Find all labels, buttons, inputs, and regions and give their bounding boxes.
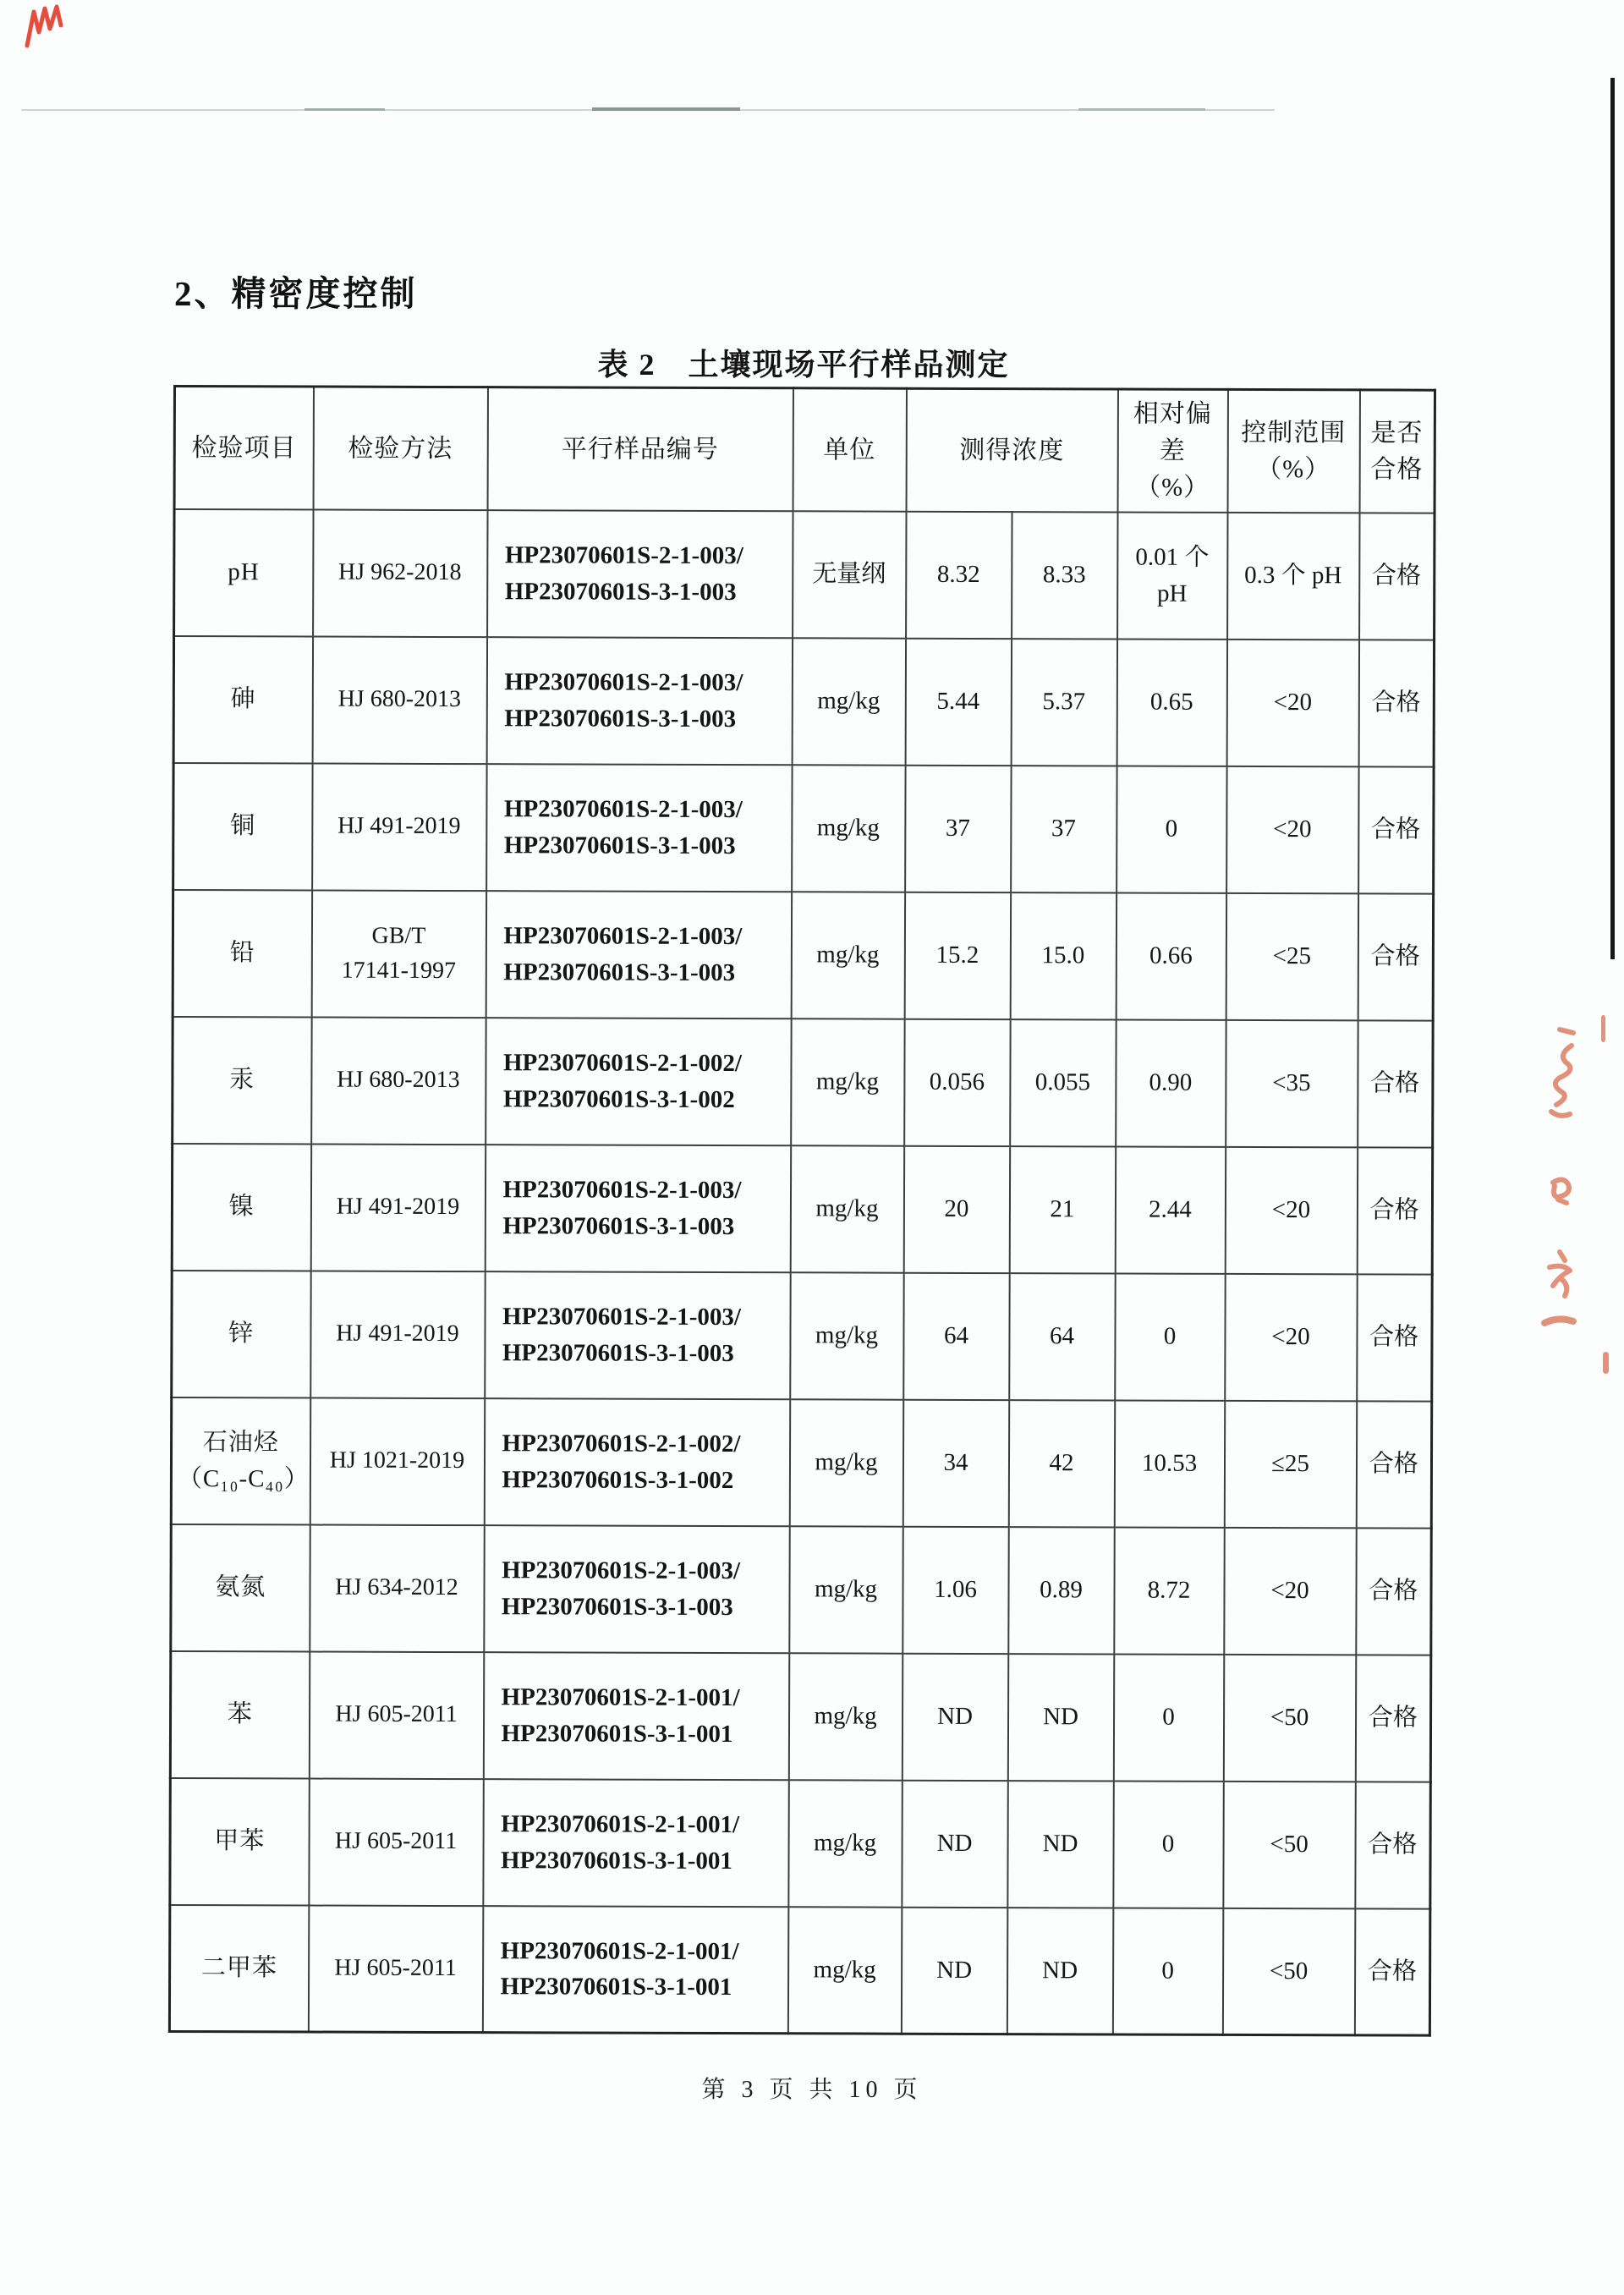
cell-test-item: 铅	[173, 890, 311, 1018]
cell-test-item: 砷	[173, 636, 312, 764]
header-test-method: 检验方法	[313, 387, 487, 510]
cell-sample-id: HP23070601S-2-1-003/ HP23070601S-3-1-003	[486, 637, 792, 765]
stamp-fragment	[1603, 1352, 1609, 1374]
cell-test-item: 二甲苯	[169, 1904, 308, 2032]
table-row	[171, 1397, 1431, 1528]
table-title: 表 2 土壤现场平行样品测定	[597, 348, 1010, 382]
scan-edge-line-segment	[1078, 108, 1205, 111]
cell-sample-id: HP23070601S-2-1-001/ HP23070601S-3-1-001	[482, 1906, 787, 2034]
cell-measured-1: 37	[905, 765, 1011, 892]
cell-measured-1: 0.056	[904, 1018, 1010, 1145]
cell-control-range: <50	[1223, 1781, 1355, 1908]
cell-sample-id: HP23070601S-2-1-003/ HP23070601S-3-1-003	[486, 764, 792, 892]
cell-unit: 无量纲	[793, 511, 906, 638]
cell-measured-1: ND	[902, 1653, 1007, 1780]
cell-qualified: 合格	[1356, 1528, 1431, 1655]
cell-measured-2: 42	[1008, 1400, 1114, 1527]
cell-measured-2: 64	[1009, 1273, 1115, 1400]
scan-edge-line-segment	[592, 107, 740, 111]
cell-unit: mg/kg	[791, 892, 904, 1018]
table-row	[170, 1650, 1430, 1782]
cell-sample-id: HP23070601S-2-1-003/ HP23070601S-3-1-003	[486, 891, 791, 1018]
cell-relative-deviation: 0	[1112, 1908, 1222, 2034]
table-row	[173, 890, 1433, 1021]
cell-control-range: 0.3 个 pH	[1227, 512, 1359, 639]
cell-qualified: 合格	[1355, 1782, 1430, 1908]
cell-test-method: HJ 1021-2019	[310, 1397, 484, 1525]
cell-test-item: 石油烃 （C₁₀-C₄₀）	[171, 1397, 310, 1524]
cell-measured-1: 34	[903, 1399, 1008, 1526]
cell-unit: mg/kg	[791, 1018, 904, 1145]
cell-control-range: <25	[1226, 892, 1358, 1019]
cell-measured-2: 0.89	[1008, 1527, 1114, 1654]
cell-test-item: pH	[174, 509, 313, 637]
cell-unit: mg/kg	[788, 1780, 902, 1907]
cell-measured-1: 15.2	[904, 892, 1010, 1018]
stamp-stroke	[1560, 1029, 1573, 1033]
cell-qualified: 合格	[1358, 893, 1433, 1020]
cell-sample-id: HP23070601S-2-1-001/ HP23070601S-3-1-001	[483, 1779, 788, 1907]
cell-measured-1: ND	[902, 1780, 1007, 1907]
table-row	[173, 763, 1434, 894]
cell-qualified: 合格	[1358, 1020, 1433, 1147]
stamp-stroke	[1544, 1319, 1573, 1323]
cell-test-method: HJ 605-2011	[309, 1778, 483, 1906]
cell-measured-1: 1.06	[903, 1526, 1008, 1653]
cell-test-method: HJ 491-2019	[312, 763, 486, 891]
header-control-range: 控制范围 （%）	[1227, 389, 1359, 512]
table-row	[170, 1777, 1430, 1908]
cell-control-range: <20	[1225, 1146, 1357, 1273]
cell-unit: mg/kg	[788, 1653, 902, 1780]
table-header	[174, 387, 1435, 513]
table-row	[171, 1524, 1431, 1655]
cell-test-item: 甲苯	[170, 1777, 309, 1905]
cell-test-item: 苯	[170, 1650, 309, 1778]
cell-test-method: HJ 962-2018	[313, 509, 487, 637]
cell-test-item: 镍	[172, 1144, 310, 1271]
header-test-item: 检验项目	[174, 387, 313, 510]
cell-test-method: HJ 680-2013	[311, 1017, 486, 1145]
cell-control-range: <35	[1226, 1019, 1358, 1146]
header-sample-id: 平行样品编号	[487, 387, 793, 511]
stamp-stroke	[1550, 1252, 1570, 1296]
table-body	[169, 509, 1435, 2036]
cell-unit: mg/kg	[787, 1907, 901, 2034]
cell-test-item: 氨氮	[171, 1524, 310, 1651]
cell-measured-1: 8.32	[906, 511, 1012, 638]
cell-test-method: GB/T 17141-1997	[311, 890, 486, 1018]
cell-measured-2: ND	[1007, 1908, 1112, 2034]
parallel-samples-table-wrap	[168, 385, 1434, 2037]
cell-control-range: <20	[1225, 1273, 1357, 1400]
scan-edge-line-segment	[304, 108, 385, 111]
header-qualified: 是否 合格	[1359, 390, 1435, 513]
red-pen-mark-stroke	[27, 7, 61, 46]
cell-qualified: 合格	[1359, 513, 1435, 640]
cell-relative-deviation: 0.90	[1116, 1019, 1226, 1146]
stamp-stroke	[1553, 1179, 1569, 1203]
cell-qualified: 合格	[1355, 1655, 1430, 1782]
cell-measured-1: 5.44	[905, 638, 1011, 765]
cell-relative-deviation: 0	[1113, 1781, 1223, 1908]
cell-unit: mg/kg	[790, 1145, 903, 1272]
cell-relative-deviation: 10.53	[1114, 1400, 1224, 1527]
cell-measured-2: ND	[1007, 1654, 1113, 1781]
cell-sample-id: HP23070601S-2-1-001/ HP23070601S-3-1-001	[483, 1652, 788, 1780]
page-number-footer: 第 3 页 共 10 页	[701, 2077, 923, 2103]
cell-sample-id: HP23070601S-2-1-002/ HP23070601S-3-1-002	[484, 1398, 789, 1526]
cell-qualified: 合格	[1357, 1147, 1432, 1274]
cell-test-item: 铜	[173, 763, 312, 891]
table-row	[172, 1270, 1432, 1401]
cell-measured-1: ND	[901, 1907, 1007, 2034]
header-unit: 单位	[793, 388, 906, 511]
cell-sample-id: HP23070601S-2-1-003/ HP23070601S-3-1-003	[485, 1145, 790, 1272]
table-row	[174, 509, 1435, 640]
cell-qualified: 合格	[1354, 1908, 1429, 2035]
header-measured-concentration: 测得浓度	[906, 388, 1117, 512]
cell-control-range: <20	[1224, 1527, 1356, 1654]
cell-control-range: <20	[1226, 766, 1358, 892]
stamp-fragment	[1601, 1015, 1605, 1042]
cell-relative-deviation: 0.66	[1116, 892, 1226, 1019]
stamp-fragment	[1546, 1174, 1573, 1206]
cell-test-item: 汞	[173, 1017, 311, 1145]
cell-unit: mg/kg	[792, 765, 905, 892]
stamp-fragment	[1541, 1314, 1577, 1327]
cell-relative-deviation: 2.44	[1115, 1146, 1225, 1273]
cell-sample-id: HP23070601S-2-1-003/ HP23070601S-3-1-003	[485, 1271, 790, 1399]
cell-sample-id: HP23070601S-2-1-002/ HP23070601S-3-1-002	[486, 1018, 791, 1145]
table-row	[173, 1017, 1433, 1148]
cell-sample-id: HP23070601S-2-1-003/ HP23070601S-3-1-003	[484, 1525, 789, 1653]
cell-relative-deviation: 0	[1113, 1654, 1223, 1781]
cell-test-method: HJ 634-2012	[310, 1524, 484, 1652]
red-pen-mark	[22, 3, 73, 50]
cell-measured-2: ND	[1007, 1781, 1113, 1908]
cell-unit: mg/kg	[789, 1399, 903, 1526]
cell-unit: mg/kg	[789, 1526, 903, 1653]
parallel-samples-table	[168, 385, 1436, 2037]
stamp-stroke	[1551, 1112, 1570, 1116]
cell-test-method: HJ 680-2013	[312, 636, 486, 764]
cell-measured-1: 64	[903, 1272, 1009, 1399]
cell-test-item: 锌	[172, 1270, 310, 1397]
cell-qualified: 合格	[1357, 1274, 1432, 1401]
scan-right-edge-line	[1610, 78, 1615, 959]
stamp-stroke	[1555, 1046, 1572, 1105]
cell-unit: mg/kg	[792, 638, 905, 765]
cell-relative-deviation: 0.65	[1116, 639, 1226, 766]
table-header-row	[174, 387, 1435, 513]
cell-measured-2: 5.37	[1011, 639, 1116, 766]
cell-qualified: 合格	[1358, 766, 1434, 893]
stamp-fragment	[1543, 1249, 1573, 1301]
cell-test-method: HJ 491-2019	[310, 1144, 485, 1271]
header-relative-deviation: 相对偏差 （%）	[1117, 389, 1227, 512]
cell-test-method: HJ 605-2011	[308, 1905, 482, 2033]
table-row	[173, 636, 1434, 767]
cell-measured-2: 37	[1011, 766, 1116, 892]
cell-qualified: 合格	[1358, 640, 1434, 766]
cell-sample-id: HP23070601S-2-1-003/ HP23070601S-3-1-003	[487, 510, 793, 638]
cell-measured-1: 20	[903, 1145, 1009, 1272]
cell-measured-2: 0.055	[1010, 1019, 1116, 1146]
cell-unit: mg/kg	[790, 1272, 903, 1399]
cell-qualified: 合格	[1356, 1401, 1431, 1528]
cell-control-range: ≤25	[1224, 1400, 1356, 1527]
cell-relative-deviation: 8.72	[1114, 1527, 1224, 1654]
cell-control-range: <20	[1226, 639, 1358, 766]
cell-measured-2: 8.33	[1012, 512, 1117, 639]
cell-control-range: <50	[1223, 1654, 1355, 1781]
stamp-fragment	[1543, 1025, 1580, 1123]
cell-relative-deviation: 0	[1116, 766, 1226, 892]
cell-test-method: HJ 491-2019	[310, 1271, 485, 1398]
cell-test-method: HJ 605-2011	[309, 1651, 483, 1779]
cell-measured-2: 21	[1009, 1146, 1115, 1273]
section-heading: 2、精密度控制	[174, 274, 418, 313]
table-row	[172, 1144, 1432, 1275]
cell-control-range: <50	[1222, 1908, 1354, 2034]
cell-measured-2: 15.0	[1010, 892, 1116, 1019]
cell-relative-deviation: 0	[1115, 1273, 1225, 1400]
table-row	[169, 1904, 1429, 2035]
cell-relative-deviation: 0.01 个 pH	[1117, 512, 1227, 639]
